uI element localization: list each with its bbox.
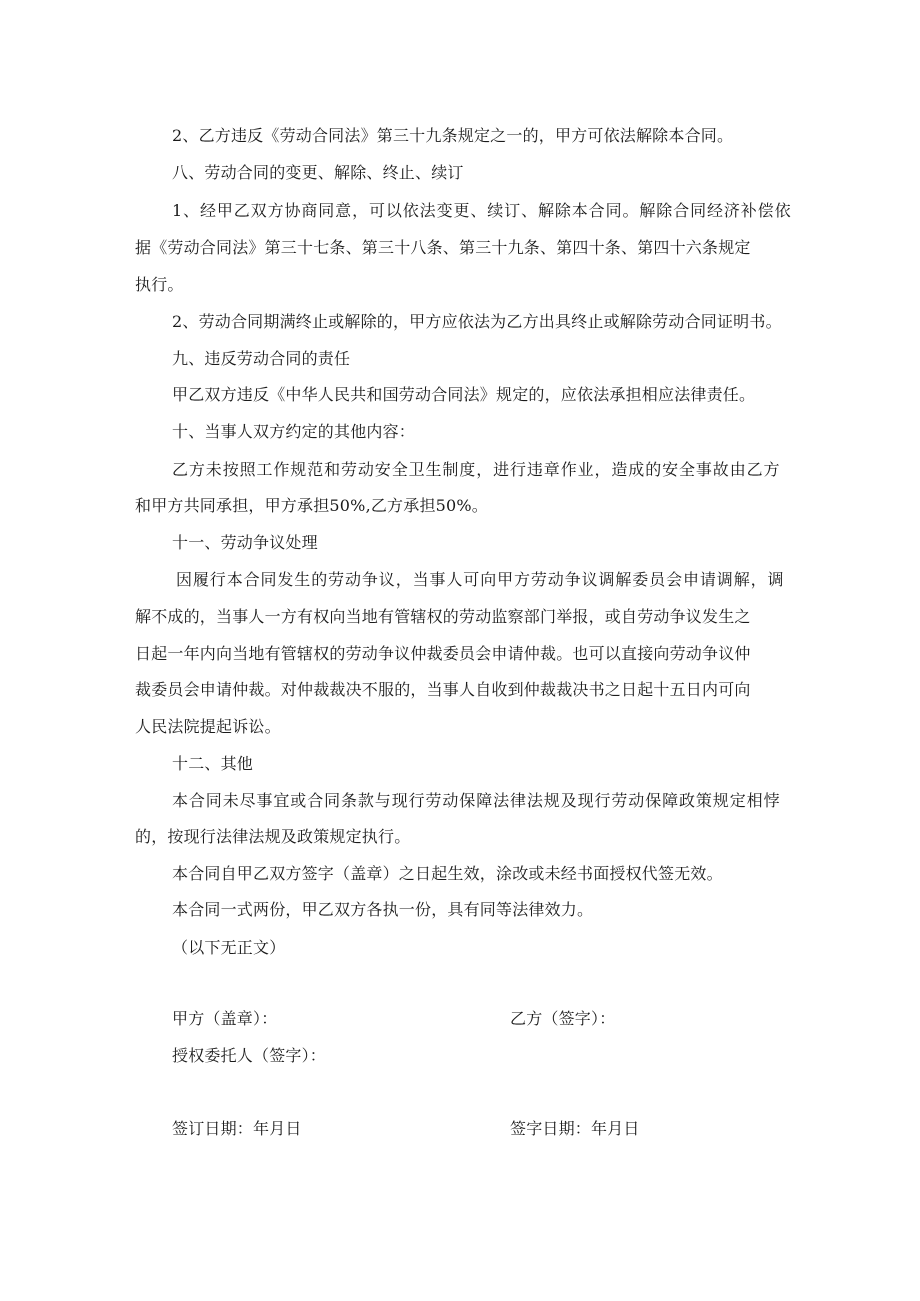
section-10-body-line-1: 乙方未按照工作规范和劳动安全卫生制度，进行违章作业，造成的安全事故由乙方 xyxy=(172,460,781,479)
authorized-agent-label: 授权委托人（签字）： xyxy=(172,1046,327,1065)
section-10-heading: 十、当事人双方约定的其他内容： xyxy=(172,422,416,441)
section-11-body-line-5: 人民法院提起诉讼。 xyxy=(135,717,281,736)
party-a-date-label: 签订日期：年月日 xyxy=(172,1119,302,1138)
end-note: （以下无正文） xyxy=(172,938,286,957)
section-12-heading: 十二、其他 xyxy=(172,754,254,773)
section-11-body-line-4: 裁委员会申请仲裁。对仲裁裁决不服的，当事人自收到仲裁裁决书之日起十五日内可向 xyxy=(135,680,751,699)
section-11-body-line-2: 解不成的，当事人一方有权向当地有管辖权的劳动监察部门举报，或自劳动争议发生之 xyxy=(135,607,751,626)
section-9-body: 甲乙双方违反《中华人民共和国劳动合同法》规定的，应依法承担相应法律责任。 xyxy=(172,385,756,404)
section-9-heading: 九、违反劳动合同的责任 xyxy=(172,349,351,368)
clause-7-item-2: 2、乙方违反《劳动合同法》第三十九条规定之一的，甲方可依法解除本合同。 xyxy=(172,126,734,145)
party-b-sign-label: 乙方（签字）： xyxy=(510,1009,616,1028)
section-8-heading: 八、劳动合同的变更、解除、终止、续订 xyxy=(172,163,464,182)
section-8-item-2: 2、劳动合同期满终止或解除的，甲方应依法为乙方出具终止或解除劳动合同证明书。 xyxy=(172,312,782,331)
section-8-item-1-line-3: 执行。 xyxy=(135,275,184,294)
section-11-body-line-3: 日起一年内向当地有管辖权的劳动争议仲裁委员会申请仲裁。也可以直接向劳动争议仲 xyxy=(135,644,751,663)
party-a-seal-label: 甲方（盖章）： xyxy=(172,1009,278,1028)
effect-clause: 本合同自甲乙双方签字（盖章）之日起生效，涂改或未经书面授权代签无效。 xyxy=(172,864,723,883)
section-11-body-line-1: 因履行本合同发生的劳动争议，当事人可向甲方劳动争议调解委员会申请调解，调 xyxy=(176,570,785,589)
section-8-item-1-line-1: 1、经甲乙双方协商同意，可以依法变更、续订、解除本合同。解除合同经济补偿依 xyxy=(172,201,792,220)
copies-clause: 本合同一式两份，甲乙双方各执一份，具有同等法律效力。 xyxy=(172,900,594,919)
section-11-heading: 十一、劳动争议处理 xyxy=(172,533,318,552)
section-12-body-line-2: 的，按现行法律法规及政策规定执行。 xyxy=(135,827,411,846)
section-10-body-line-2: 和甲方共同承担，甲方承担50%,乙方承担50%。 xyxy=(135,496,489,515)
party-b-date-label: 签字日期：年月日 xyxy=(510,1119,640,1138)
section-8-item-1-line-2: 据《劳动合同法》第三十七条、第三十八条、第三十九条、第四十条、第四十六条规定 xyxy=(135,238,751,257)
section-12-body-line-1: 本合同未尽事宜或合同条款与现行劳动保障法律法规及现行劳动保障政策规定相悖 xyxy=(172,791,781,810)
